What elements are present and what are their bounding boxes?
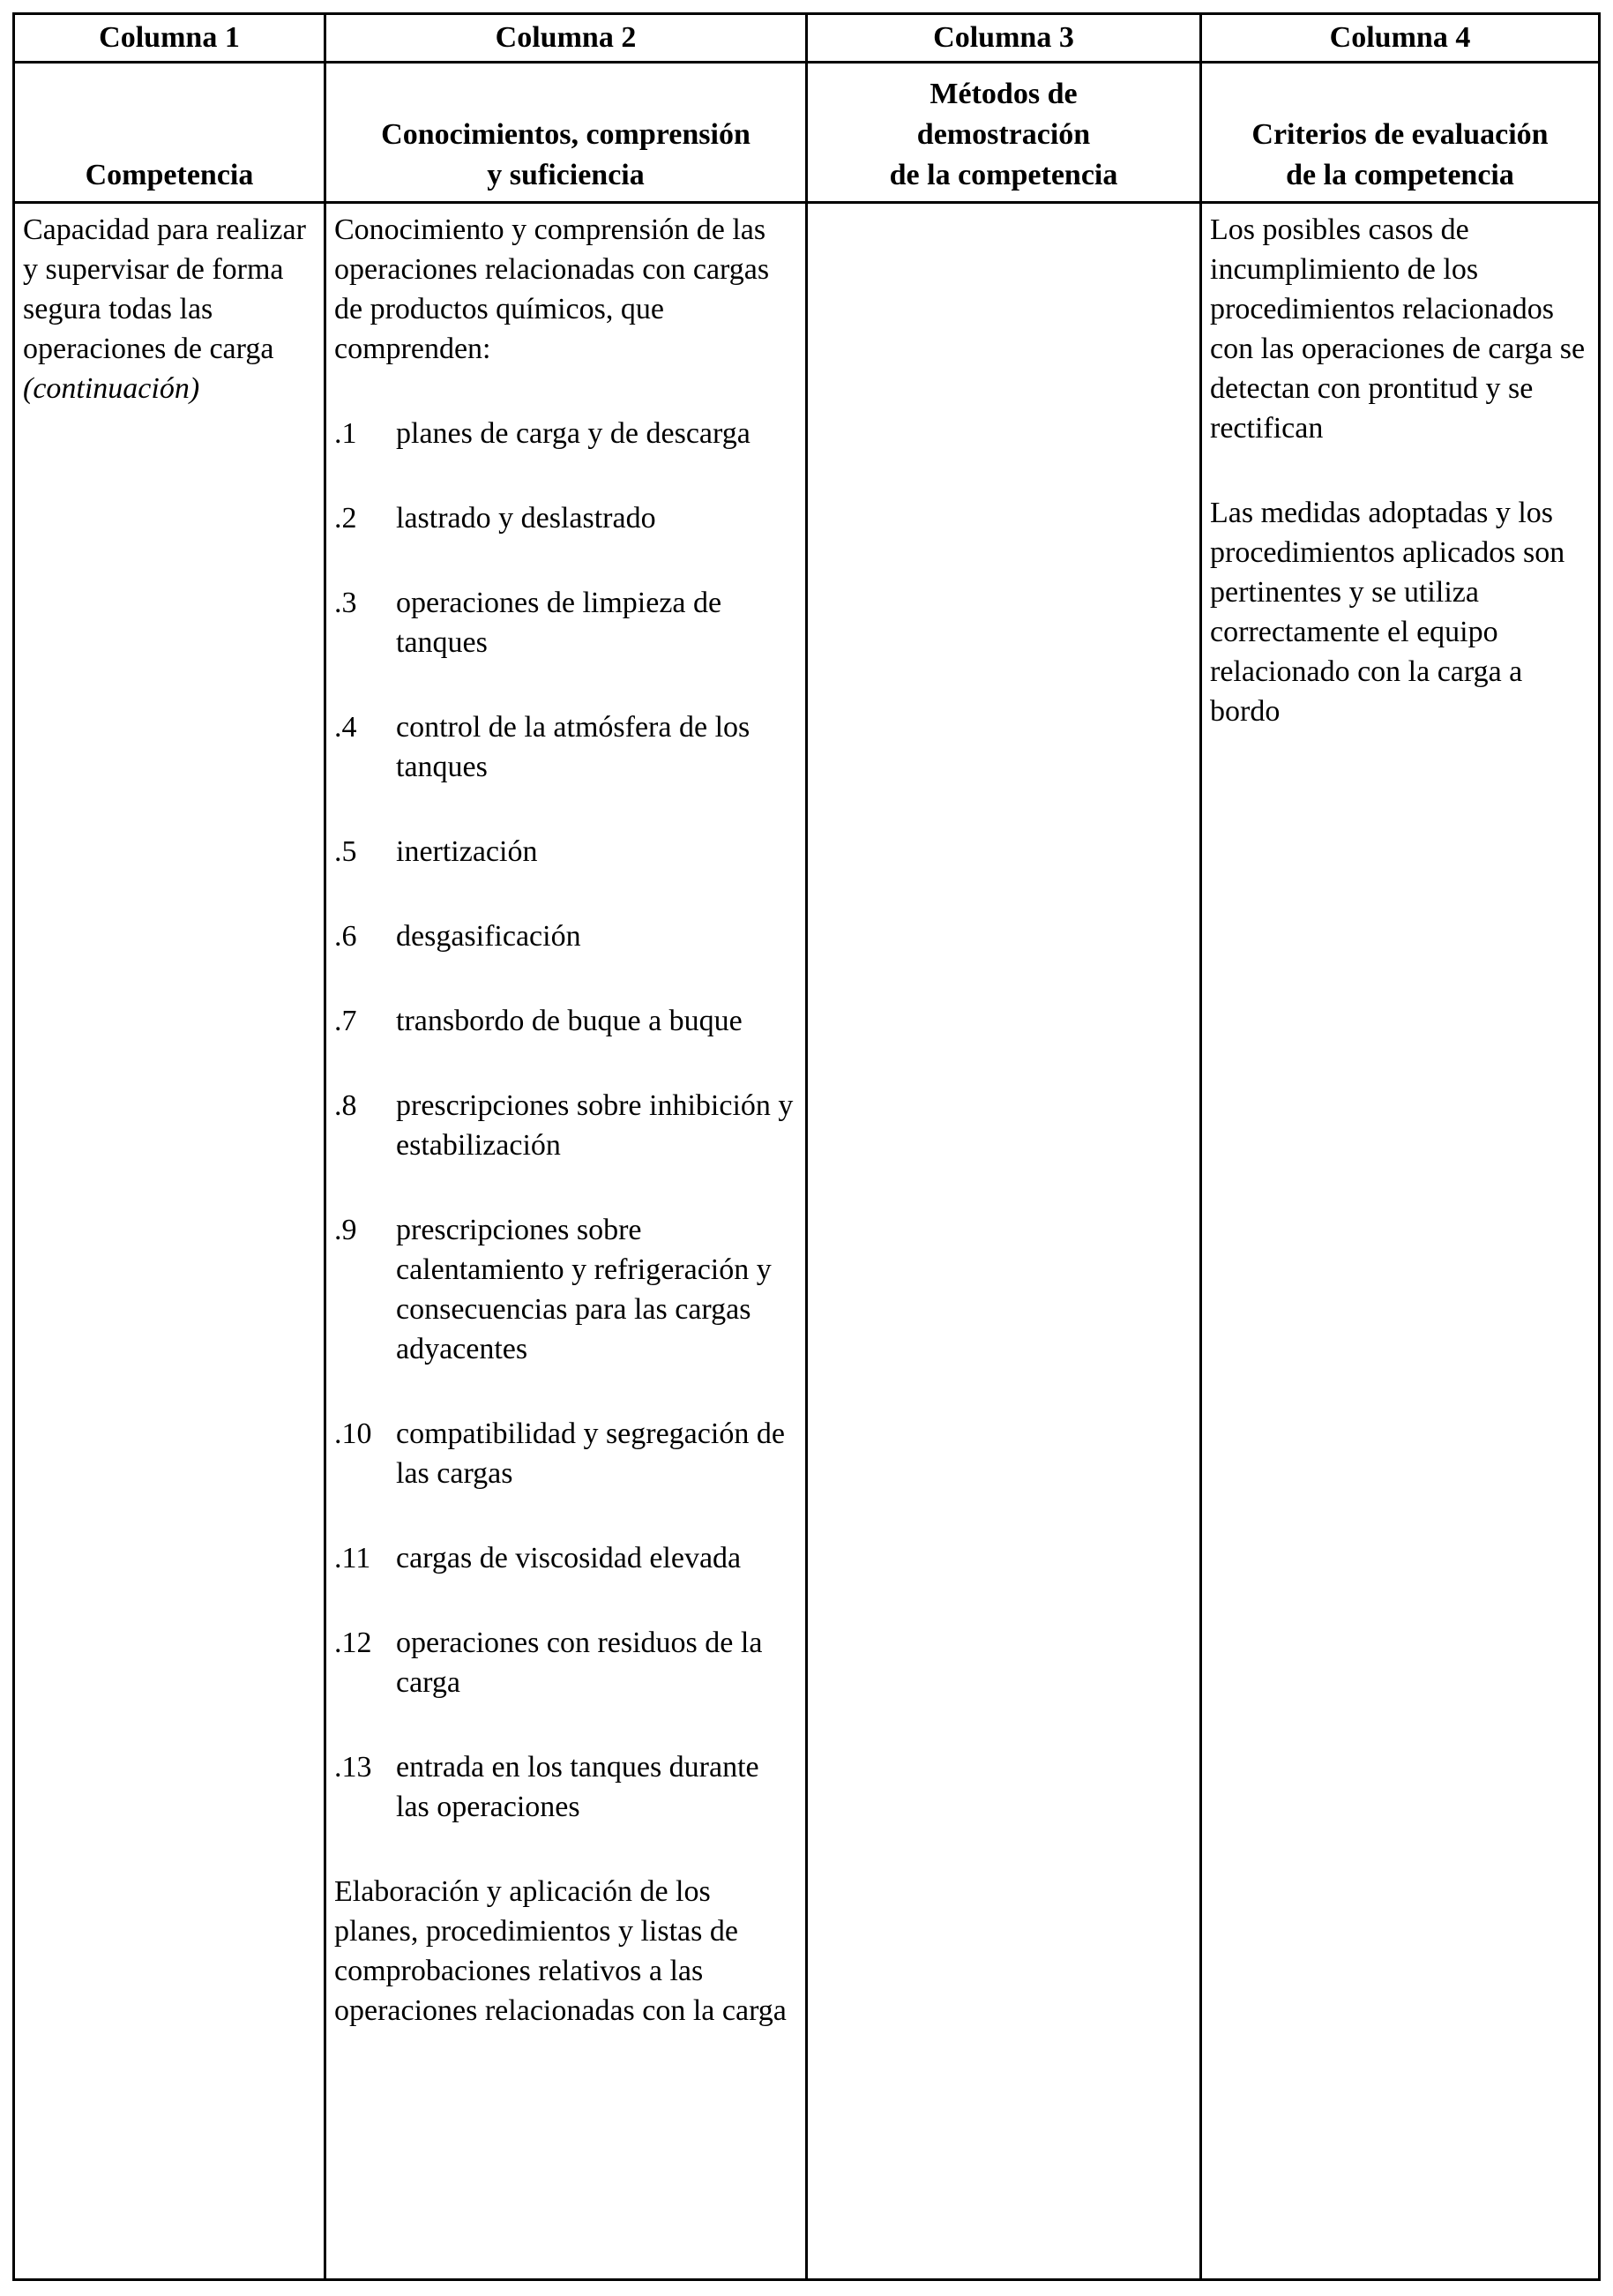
metodos-cell <box>807 203 1201 2280</box>
subheader-criterios <box>1201 63 1600 203</box>
subheader-metodos <box>807 63 1201 203</box>
subheader-col4-line2: de la competencia <box>1286 159 1514 191</box>
conocimientos-intro: Conocimiento y comprensión de las operaciones relacionadas con cargas de productos químicos, que comprenden: <box>334 213 770 365</box>
subheader-conocimientos <box>325 63 807 203</box>
item-number: .6 <box>334 920 357 953</box>
list-item <box>334 414 797 453</box>
list-item <box>334 498 797 538</box>
body-row <box>14 203 1600 2280</box>
list-item <box>334 1001 797 1041</box>
item-number: .10 <box>334 1417 372 1450</box>
item-number: .9 <box>334 1214 357 1246</box>
list-item <box>334 1747 797 1827</box>
continuacion-note: (continuación) <box>23 372 200 405</box>
item-text: inertización <box>396 835 538 868</box>
subheader-col4-line1: Criterios de evaluación <box>1251 118 1549 151</box>
metodos-empty-area <box>808 204 1199 2277</box>
item-number: .2 <box>334 502 357 535</box>
list-item <box>334 1414 797 1493</box>
subheader-row <box>14 63 1600 203</box>
list-item <box>334 832 797 871</box>
item-text: lastrado y deslastrado <box>396 502 656 535</box>
list-item <box>334 1210 797 1369</box>
item-number: .7 <box>334 1005 357 1037</box>
page <box>12 12 1598 2281</box>
item-text: control de la atmósfera de los tanques <box>396 711 750 783</box>
subheader-col3-line2: demostración <box>916 118 1091 151</box>
conocimientos-closing: Elaboración y aplicación de los planes, procedimientos y listas de comprobaciones relativos a las operaciones relacionadas con la carga <box>334 1875 787 2027</box>
item-number: .11 <box>334 1542 371 1574</box>
header-col1: Columna 1 <box>14 14 325 63</box>
item-text: entrada en los tanques durante las operaciones <box>396 1751 759 1823</box>
item-text: prescripciones sobre calentamiento y refrigeración y consecuencias para las cargas adyacentes <box>396 1214 772 1365</box>
subheader-col2-line1: Conocimientos, comprensión <box>381 118 750 151</box>
competence-table <box>12 12 1601 2281</box>
item-text: prescripciones sobre inhibición y estabilización <box>396 1089 794 1162</box>
header-col2: Columna 2 <box>325 14 807 63</box>
item-text: planes de carga y de descarga <box>396 417 750 450</box>
header-row <box>14 14 1600 63</box>
subheader-col2-line2: y suficiencia <box>487 159 645 191</box>
item-text: operaciones con residuos de la carga <box>396 1627 763 1699</box>
item-text: cargas de viscosidad elevada <box>396 1542 742 1574</box>
item-number: .5 <box>334 835 357 868</box>
item-number: .3 <box>334 587 357 619</box>
header-col3: Columna 3 <box>807 14 1201 63</box>
item-text: desgasificación <box>396 920 581 953</box>
header-col4: Columna 4 <box>1201 14 1600 63</box>
list-item <box>334 1086 797 1165</box>
item-number: .4 <box>334 711 357 744</box>
subheader-col1-text: Competencia <box>85 159 254 191</box>
list-item <box>334 1623 797 1702</box>
item-text: compatibilidad y segregación de las cargas <box>396 1417 785 1490</box>
item-number: .13 <box>334 1751 372 1784</box>
list-item <box>334 916 797 956</box>
criterios-para2: Las medidas adoptadas y los procedimientos aplicados son pertinentes y se utiliza correctamente el equipo relacionado con la carga a bordo <box>1210 497 1565 728</box>
competencia-text: Capacidad para realizar y supervisar de forma segura todas las operaciones de carga <box>23 213 306 365</box>
list-item <box>334 583 797 662</box>
subheader-col3-line3: de la competencia <box>889 159 1118 191</box>
subheader-competencia <box>14 63 325 203</box>
item-number: .8 <box>334 1089 357 1122</box>
item-text: operaciones de limpieza de tanques <box>396 587 722 659</box>
subheader-col3-line1: Métodos de <box>930 78 1078 110</box>
item-number: .1 <box>334 417 357 450</box>
list-item <box>334 1538 797 1578</box>
list-item <box>334 707 797 787</box>
item-number: .12 <box>334 1627 372 1659</box>
item-text: transbordo de buque a buque <box>396 1005 743 1037</box>
conocimientos-cell <box>325 203 807 2280</box>
criterios-cell <box>1201 203 1600 2280</box>
criterios-para1: Los posibles casos de incumplimiento de los procedimientos relacionados con las operaciones de carga se detectan con prontitud y se rectifican <box>1210 213 1586 445</box>
competencia-cell <box>14 203 325 2280</box>
